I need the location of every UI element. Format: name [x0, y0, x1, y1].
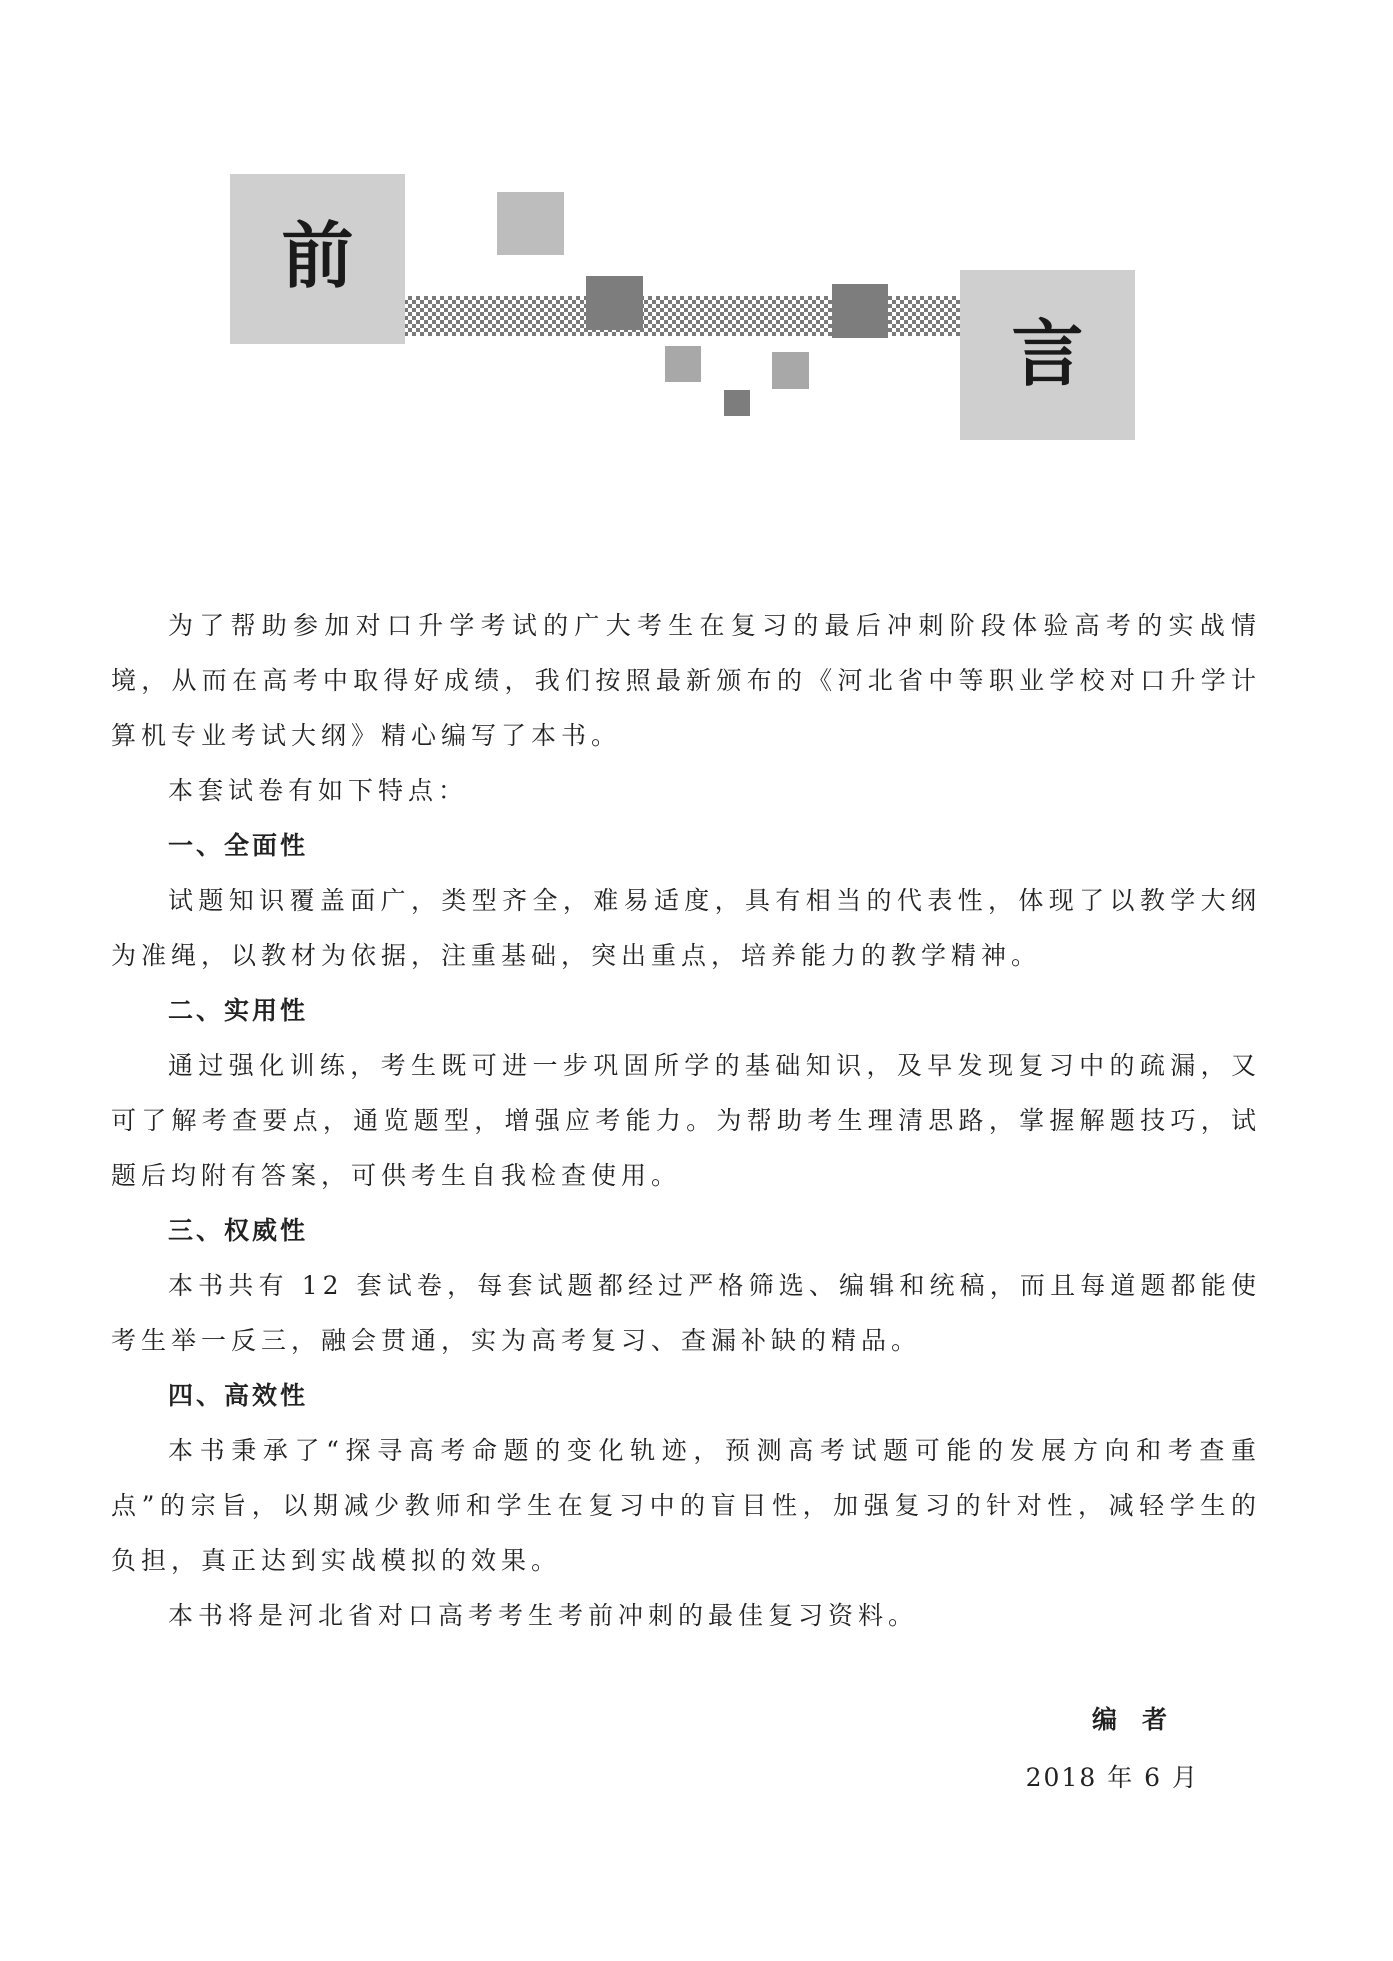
paragraph-features-lead: 本套试卷有如下特点： [168, 776, 469, 805]
paragraph-comprehensive: 试题知识覆盖面广，类型齐全，难易适度，具有相当的代表性，体现了以教学大纲为准绳，以教材为依据，注重基础，突出重点，培养能力的教学精神。 [111, 886, 1261, 970]
deco-square [497, 192, 564, 255]
paragraph-practical: 通过强化训练，考生既可进一步巩固所学的基础知识，及早发现复习中的疏漏，又可了解考查要点，通览题型，增强应考能力。为帮助考生理清思路，掌握解题技巧，试题后均附有答案，可供考生自我检查使用。 [111, 1051, 1261, 1190]
title-box-left [230, 174, 405, 344]
preface-body [111, 598, 1261, 1643]
paragraph-closing: 本书将是河北省对口高考考生考前冲刺的最佳复习资料。 [168, 1601, 919, 1630]
deco-square [832, 284, 888, 338]
heading-authoritative: 三、权威性 [168, 1216, 309, 1245]
paragraph-efficient: 本书秉承了“探寻高考命题的变化轨迹，预测高考试题可能的发展方向和考查重点”的宗旨，以期减少教师和学生在复习中的盲目性，加强复习的针对性，减轻学生的负担，真正达到实战模拟的效果。 [111, 1436, 1261, 1575]
signature-date: 2018 年 6 月 [1025, 1763, 1199, 1792]
deco-square [772, 352, 809, 389]
title-char-qian: 前 [281, 214, 354, 298]
deco-square [724, 390, 750, 416]
heading-practical: 二、实用性 [168, 996, 309, 1025]
signature-editor: 编 者 [1091, 1705, 1167, 1734]
heading-comprehensive: 一、全面性 [168, 831, 309, 860]
paragraph-authoritative: 本书共有 12 套试卷，每套试题都经过严格筛选、编辑和统稿，而且每道题都能使考生举一反三，融会贯通，实为高考复习、查漏补缺的精品。 [111, 1271, 1261, 1355]
title-box-right [960, 270, 1135, 440]
deco-square [586, 276, 643, 330]
paragraph-intro: 为了帮助参加对口升学考试的广大考生在复习的最后冲刺阶段体验高考的实战情境，从而在高考中取得好成绩，我们按照最新颁布的《河北省中等职业学校对口升学计算机专业考试大纲》精心编写了本书。 [111, 611, 1261, 750]
title-char-yan: 言 [1011, 312, 1084, 396]
deco-square [665, 346, 701, 382]
heading-efficient: 四、高效性 [168, 1381, 309, 1410]
